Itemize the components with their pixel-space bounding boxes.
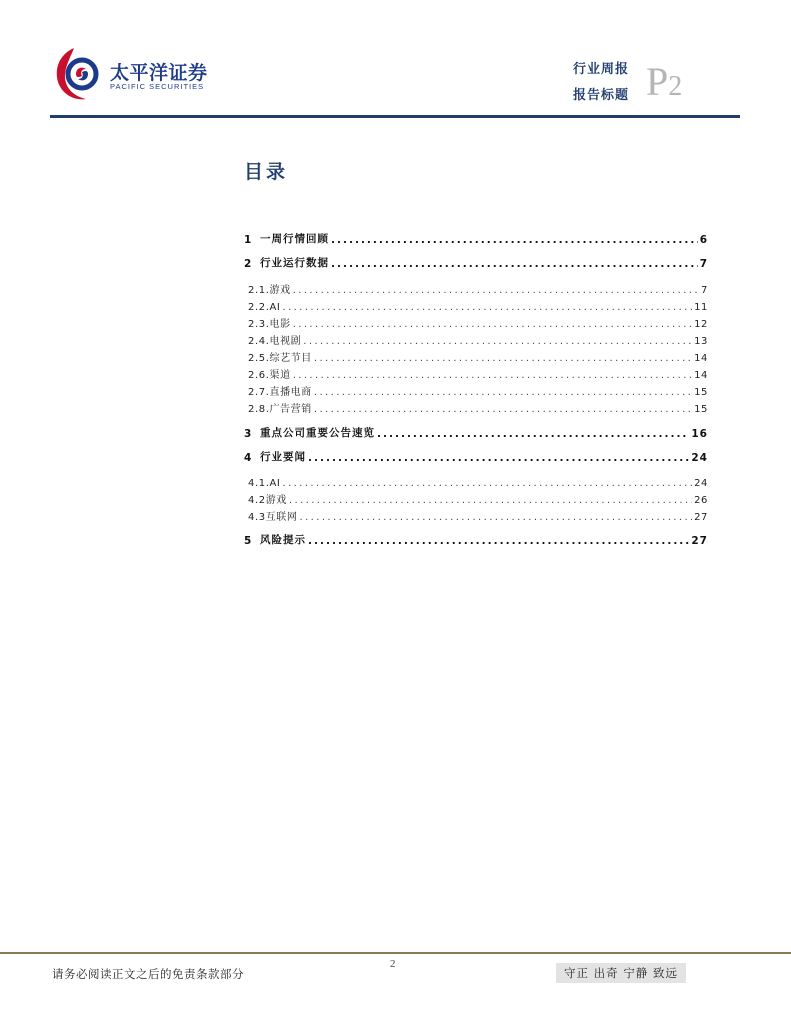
toc-entry-number: 1 bbox=[244, 234, 253, 246]
toc-entry-label: 4.3互联网 bbox=[248, 512, 298, 523]
toc-entry-section[interactable] bbox=[244, 230, 708, 246]
page-number: 2 bbox=[668, 71, 683, 102]
toc-dot-leader bbox=[314, 387, 692, 398]
toc-entry-label: 2.8.广告营销 bbox=[248, 404, 312, 415]
logo-english-name: PACIFIC SECURITIES bbox=[110, 82, 205, 91]
toc-entry-section[interactable] bbox=[244, 448, 708, 464]
toc-entry-subsection[interactable] bbox=[248, 382, 708, 398]
toc-dot-leader bbox=[293, 285, 699, 296]
footer-motto: 守正 出奇 宁静 致远 bbox=[556, 963, 686, 983]
toc-entry-page: 15 bbox=[694, 404, 708, 415]
toc-dot-leader bbox=[282, 478, 692, 489]
report-title: 报告标题 bbox=[572, 88, 629, 103]
header-divider bbox=[50, 115, 740, 118]
toc-entry-label: 2.7.直播电商 bbox=[248, 387, 312, 398]
toc-entry-page: 27 bbox=[694, 512, 708, 523]
toc-entry-subsection[interactable] bbox=[248, 348, 708, 364]
toc-entry-subsection[interactable] bbox=[248, 331, 708, 347]
toc-dot-leader bbox=[300, 512, 693, 523]
header-page-marker bbox=[646, 59, 683, 104]
footer-page-number: 2 bbox=[390, 958, 396, 970]
pacific-securities-logo-icon bbox=[52, 44, 106, 102]
footer-divider bbox=[0, 952, 791, 954]
toc-entry-subsection[interactable] bbox=[248, 280, 708, 296]
toc-title: 目录 bbox=[244, 161, 289, 183]
toc-dot-leader bbox=[289, 495, 692, 506]
toc-entry-page: 26 bbox=[694, 495, 708, 506]
toc-dot-leader bbox=[293, 319, 692, 330]
toc-entry-label: 2.2.AI bbox=[248, 302, 281, 313]
logo-chinese-name: 太平洋证券 bbox=[110, 62, 208, 84]
toc-entry-label: 4.1.AI bbox=[248, 478, 281, 489]
toc-entry-page: 14 bbox=[694, 370, 708, 381]
report-type: 行业周报 bbox=[572, 62, 629, 77]
toc-entry-page: 6 bbox=[699, 234, 708, 246]
toc-entry-page: 11 bbox=[694, 302, 708, 313]
toc-entry-label: 行业运行数据 bbox=[260, 257, 329, 269]
toc-entry-page: 7 bbox=[699, 258, 708, 270]
toc-entry-number: 2 bbox=[244, 258, 253, 270]
toc-entry-number: 5 bbox=[244, 535, 253, 547]
toc-entry-label: 重点公司重要公告速览 bbox=[260, 427, 375, 439]
toc-dot-leader bbox=[308, 452, 689, 464]
toc-entry-page: 13 bbox=[694, 336, 708, 347]
toc-entry-section[interactable] bbox=[244, 424, 708, 440]
toc-entry-label: 风险提示 bbox=[260, 534, 306, 546]
toc-dot-leader bbox=[308, 535, 689, 547]
toc-entry-page: 14 bbox=[694, 353, 708, 364]
toc-dot-leader bbox=[377, 428, 689, 440]
toc-entry-label: 2.3.电影 bbox=[248, 319, 291, 330]
toc-entry-subsection[interactable] bbox=[248, 490, 708, 506]
page-letter: P bbox=[646, 59, 669, 104]
toc-entry-subsection[interactable] bbox=[248, 473, 708, 489]
toc-entry-subsection[interactable] bbox=[248, 314, 708, 330]
toc-entry-label: 2.6.渠道 bbox=[248, 370, 291, 381]
toc-entry-label: 行业要闻 bbox=[260, 451, 306, 463]
toc-entry-subsection[interactable] bbox=[248, 399, 708, 415]
toc-entry-number: 3 bbox=[244, 428, 253, 440]
footer-disclaimer: 请务必阅读正文之后的免责条款部分 bbox=[52, 967, 244, 981]
toc-entry-subsection[interactable] bbox=[248, 365, 708, 381]
toc-entry-page: 24 bbox=[691, 452, 708, 464]
toc-entry-subsection[interactable] bbox=[248, 507, 708, 523]
toc-dot-leader bbox=[331, 258, 698, 270]
toc-entry-section[interactable] bbox=[244, 254, 708, 270]
toc-entry-page: 7 bbox=[701, 285, 708, 296]
toc-entry-label: 4.2游戏 bbox=[248, 495, 287, 506]
company-logo bbox=[52, 44, 212, 104]
toc-entry-label: 2.4.电视剧 bbox=[248, 336, 302, 347]
toc-entry-label: 2.1.游戏 bbox=[248, 285, 291, 296]
toc-dot-leader bbox=[303, 336, 692, 347]
toc-dot-leader bbox=[314, 404, 692, 415]
toc-entry-section[interactable] bbox=[244, 531, 708, 547]
toc-entry-subsection[interactable] bbox=[248, 297, 708, 313]
toc-entry-label: 一周行情回顾 bbox=[260, 233, 329, 245]
toc-entry-page: 16 bbox=[691, 428, 708, 440]
toc-entry-page: 24 bbox=[694, 478, 708, 489]
toc-entry-page: 27 bbox=[691, 535, 708, 547]
toc-dot-leader bbox=[282, 302, 692, 313]
toc-entry-label: 2.5.综艺节目 bbox=[248, 353, 312, 364]
toc-dot-leader bbox=[293, 370, 692, 381]
toc-dot-leader bbox=[331, 234, 698, 246]
toc-entry-number: 4 bbox=[244, 452, 253, 464]
toc-entry-page: 15 bbox=[694, 387, 708, 398]
toc-dot-leader bbox=[314, 353, 692, 364]
toc-entry-page: 12 bbox=[694, 319, 708, 330]
